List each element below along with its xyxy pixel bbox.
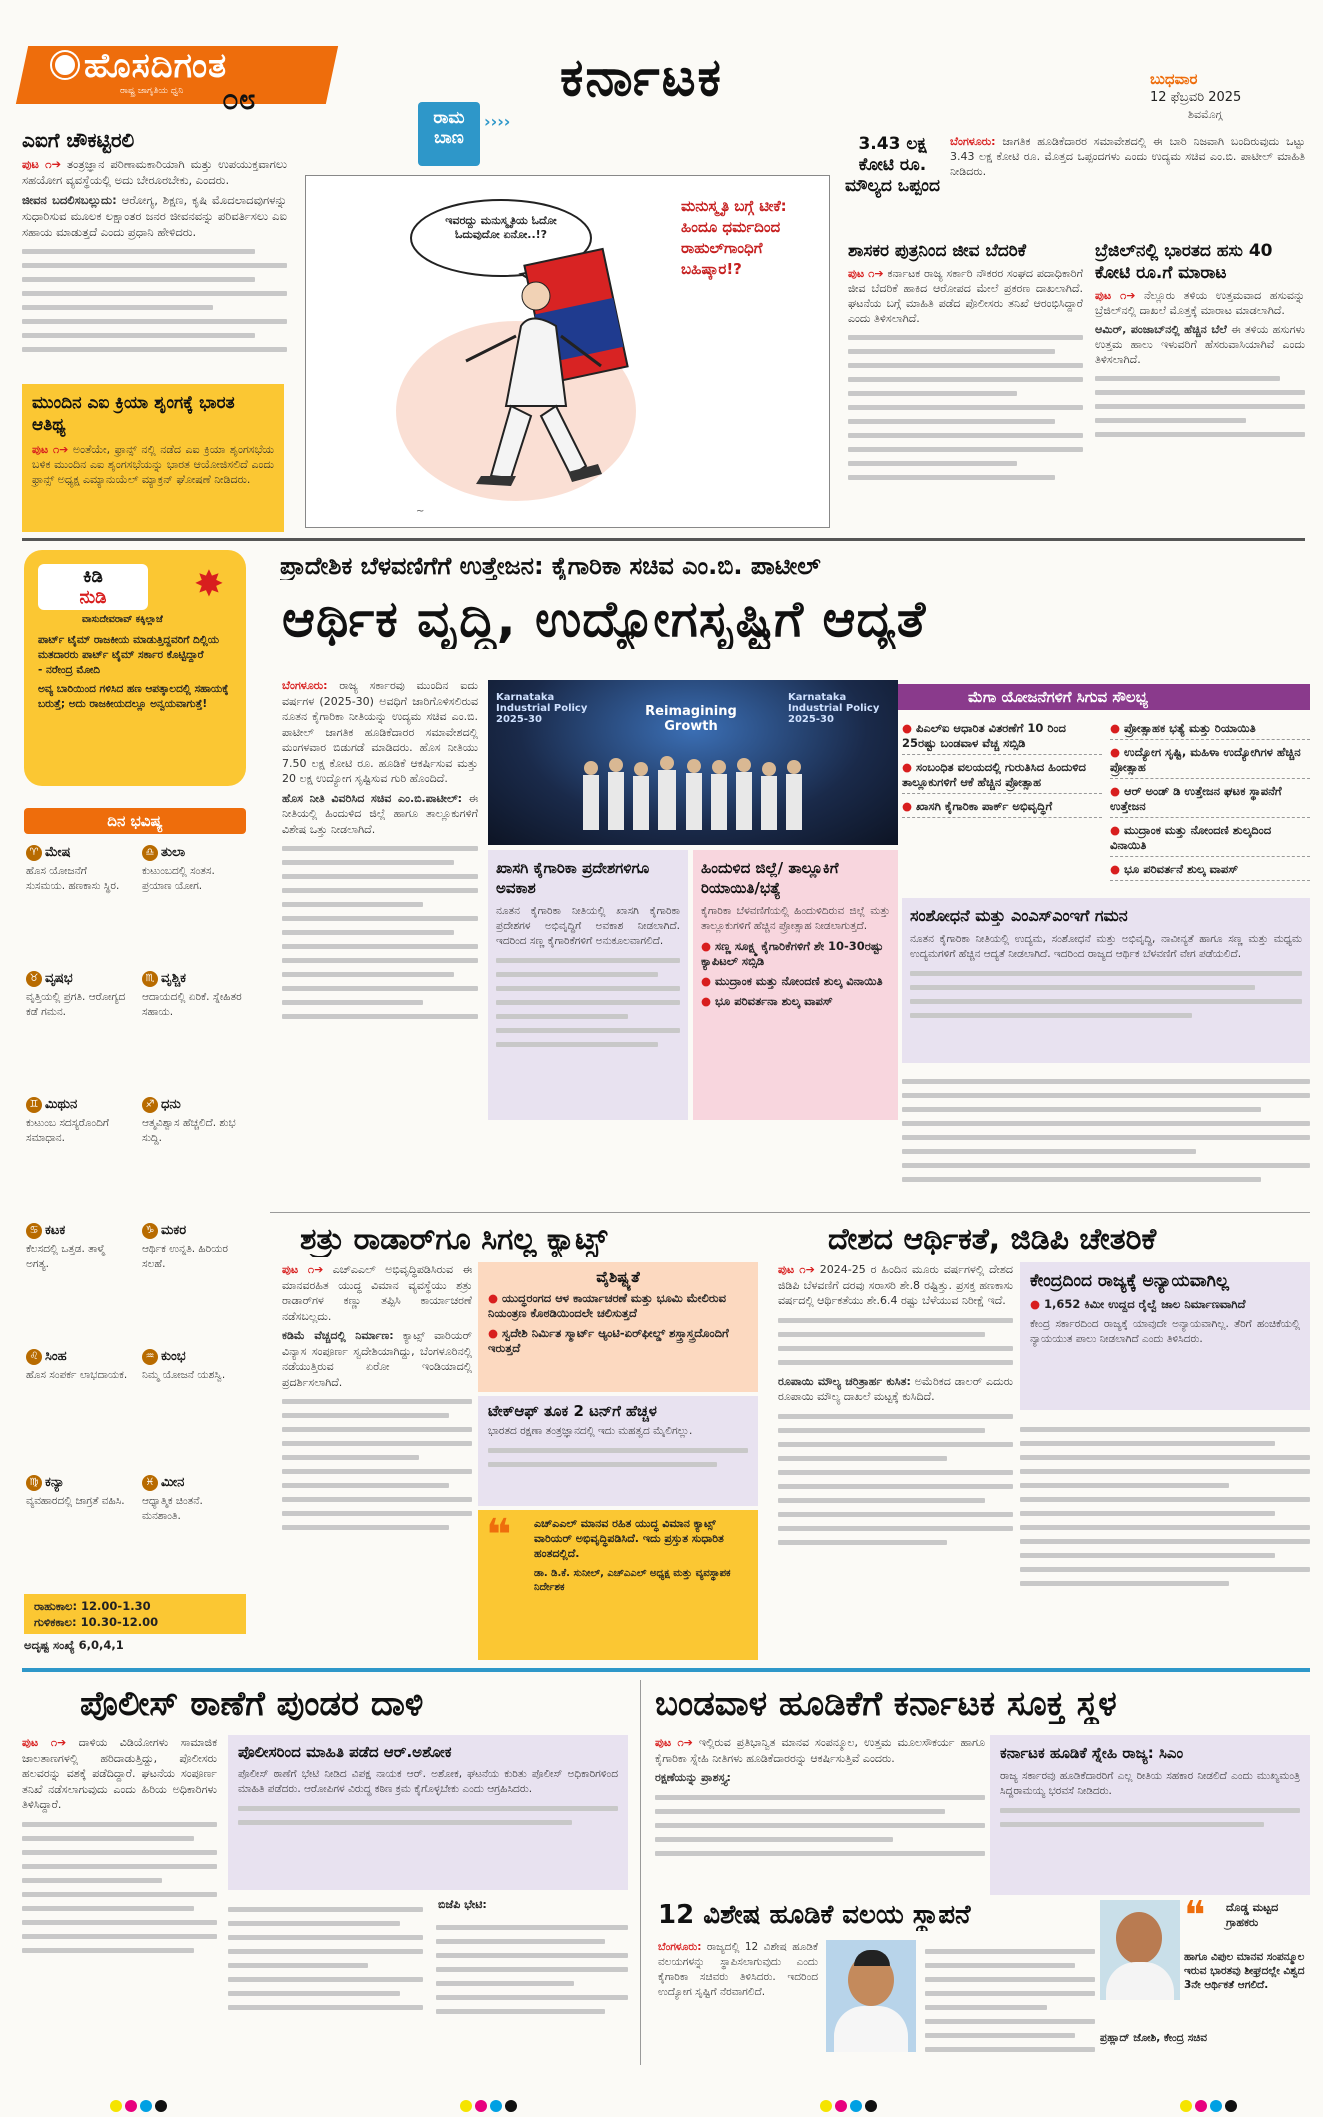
body: ಭಾರತದ ರಕ್ಷಣಾ ತಂತ್ರಜ್ಞಾನದಲ್ಲಿ ಇದು ಮಹತ್ವದ ಮೈಲಿಗಲ್ಲು. <box>488 1425 693 1437</box>
body: ರಾಜ್ಯ ಸರ್ಕಾರವು ಮುಂದಿನ ಐದು ವರ್ಷಗಳ (2025-30) ಅವಧಿಗೆ ಜಾರಿಗೊಳಿಸಲಿರುವ ನೂತನ ಕೈಗಾರಿಕಾ ನೀತಿಯನ್ನು ಉದ್ಯಮ ಸಚಿವ ಎಂ.ಬಿ. ಪಾಟೀಲ್ ಜಾಗತಿಕ ಹೂಡಿಕೆದಾರರ ಸಮಾವೇಶದಲ್ಲಿ ಮಂಗಳವಾರ ಬಿಡುಗಡೆ ಮಾಡಿದರು. ಹೊಸ ನೀತಿಯು 7.50 ಲಕ್ಷ ಕೋಟಿ ರೂ. ಹೂಡಿಕೆ ಆಕರ್ಷಿಸುವ ಮತ್ತು 20 ಲಕ್ಷ ಉದ್ಯೋಗ ಸೃಷ್ಟಿಸುವ ಗುರಿ ಹೊಂದಿದೆ. <box>282 679 478 785</box>
zones-continued <box>925 1940 1095 2065</box>
registration-marks <box>820 2097 900 2109</box>
sign-name: ವೃಶ್ಚಿಕ <box>161 971 186 986</box>
bullet: ● 1,652 ಕಿಮೀ ಉದ್ದದ ರೈಲ್ವೆ ಜಾಲ ನಿರ್ಮಾಣವಾಗಿದೆ <box>1030 1297 1300 1312</box>
arrow-band: ›››› <box>484 112 511 131</box>
sign-name: ಮಿಥುನ <box>45 1097 78 1112</box>
horoscope-sign <box>142 1346 244 1383</box>
sign-name: ಮಕರ <box>161 1223 187 1238</box>
body: ನೆಲ್ಲೂರು ತಳಿಯ ಉತ್ತಮವಾದ ಹಸುವನ್ನು ಬ್ರೆಜಿಲ್‌ನಲ್ಲಿ ದಾಖಲೆ ಮೊತ್ತಕ್ಕೆ ಮಾರಾಟ ಮಾಡಲಾಗಿದೆ. <box>1095 289 1305 317</box>
zodiac-icon: ♊ <box>26 1097 42 1113</box>
subhead: ರೂಪಾಯಿ ಮೌಲ್ಯ ಚರಿತ್ರಾರ್ಹ ಕುಸಿತ: <box>778 1374 911 1388</box>
dateline: ಪುಟ ೧➔ <box>22 1736 67 1749</box>
sign-text: ವ್ಯವಹಾರದಲ್ಲಿ ಜಾಗ್ರತೆ ವಹಿಸಿ. <box>26 1495 125 1507</box>
drone-title: ಶತ್ರು ರಾಡಾರ್‌ಗೂ ಸಿಗಲ್ಲ ಕ್ಯಾಟ್ಸ್ <box>300 1222 608 1257</box>
zodiac-icon: ♋ <box>26 1223 42 1239</box>
headline: ಪೊಲೀಸರಿಂದ ಮಾಹಿತಿ ಪಡೆದ ಆರ್.ಅಶೋಕ <box>238 1743 452 1761</box>
mega-schemes-box <box>898 684 1310 894</box>
body: ರಾಜ್ಯ ಸರ್ಕಾರವು ಹೂಡಿಕೆದಾರರಿಗೆ ಎಲ್ಲ ರೀತಿಯ ಸಹಕಾರ ನೀಡಲಿದೆ ಎಂದು ಮುಖ್ಯಮಂತ್ರಿ ಸಿದ್ದರಾಮಯ್ಯ ಭರವಸೆ ನೀಡಿದರು. <box>1000 1770 1300 1797</box>
dateline: ಪುಟ ೧➔ <box>22 157 62 171</box>
dateline: ಬೆಂಗಳೂರು: <box>950 135 996 148</box>
quote-text: ಎಚ್‌ಎಎಲ್ ಮಾನವ ರಹಿತ ಯುದ್ಧ ವಿಮಾನ ಕ್ಯಾಟ್ಸ್ ವಾರಿಯರ್ ಅಭಿವೃದ್ಧಿಪಡಿಸಿದೆ. ಇದು ಪ್ರಸ್ತುತ ಸುಧಾರಿತ ಹಂತದಲ್ಲಿದೆ. <box>534 1517 724 1560</box>
sign-text: ಕೆಲಸದಲ್ಲಿ ಒತ್ತಡ. ತಾಳ್ಮೆ ಅಗತ್ಯ. <box>26 1243 105 1270</box>
dateline: ಬೆಂಗಳೂರು: <box>282 679 328 692</box>
logo: ಹೊಸದಿಗಂತ <box>84 46 228 86</box>
tag-top: ರಾಮ <box>433 108 465 128</box>
body: ಕೇಂದ್ರ ಸರ್ಕಾರದಿಂದ ರಾಜ್ಯಕ್ಕೆ ಯಾವುದೇ ಅನ್ಯಾಯವಾಗಿಲ್ಲ. ತೆರಿಗೆ ಹಂಚಿಕೆಯಲ್ಲಿ ನ್ಯಾಯಯುತ ಪಾಲು ನೀಡಲಾಗಿದೆ ಎಂದು ತಿಳಿಸಿದರು. <box>1030 1318 1300 1345</box>
body: 2024-25 ರ ಹಿಂದಿನ ಮೂರು ವರ್ಷಗಳಲ್ಲಿ ದೇಶದ ಜಿಡಿಪಿ ಬೆಳವಣಿಗೆ ದರವು ಸರಾಸರಿ ಶೇ.8 ರಷ್ಟಿತ್ತು. ಪ್ರಸಕ್ತ ಹಣಕಾಸು ವರ್ಷದಲ್ಲಿ ಆರ್ಥಿಕತೆಯು ಶೇ.6.4 ರಷ್ಟು ಬೆಳೆಯುವ ನಿರೀಕ್ಷೆ ಇದೆ. <box>778 1263 1013 1307</box>
subhead: ಬಿಜೆಪಿ ಭೇಟಿ: <box>438 1898 487 1911</box>
zodiac-icon: ♏ <box>142 971 158 987</box>
sign-name: ಮೇಷ <box>45 845 71 860</box>
sign-text: ಹೊಸ ಯೋಜನೆಗೆ ಸುಸಮಯ. ಹಣಕಾಸು ಸ್ಥಿರ. <box>26 865 120 892</box>
horoscope-sign <box>26 1220 128 1272</box>
horoscope-title: ದಿನ ಭವಿಷ್ಯ <box>24 808 246 834</box>
body: ಅಂತೆಯೇ, ಫ್ರಾನ್ಸ್ ನಲ್ಲಿ ನಡೆದ ಎಐ ಕ್ರಿಯಾ ಶೃಂಗಸಭೆಯ ಬಳಿಕ ಮುಂದಿನ ಎಐ ಶೃಂಗಸಭೆಯನ್ನು ಭಾರತ ಆಯೋಜಿಸಲಿದೆ ಎಂದು ಫ್ರಾನ್ಸ್ ಅಧ್ಯಕ್ಷ ಎಮ್ಯಾನುಯೆಲ್ ಮ್ಯಾಕ್ರನ್ ಘೋಷಣೆ ನೀಡಿದರು. <box>32 443 274 486</box>
headline: ಕರ್ನಾಟಕ ಹೂಡಿಕೆ ಸ್ನೇಹಿ ರಾಜ್ಯ: ಸಿಎಂ <box>1000 1744 1184 1762</box>
mega-item: ● ಮುದ್ರಾಂಕ ಮತ್ತು ನೋಂದಣಿ ಶುಲ್ಕದಿಂದ ವಿನಾಯಿತಿ <box>1110 823 1310 857</box>
zodiac-icon: ♈ <box>26 845 42 861</box>
horoscope-sign <box>26 1094 128 1146</box>
kidi-nudi-box <box>24 550 246 786</box>
police-body <box>22 1735 217 2065</box>
sign-name: ಧನು <box>161 1097 181 1112</box>
feature: ● ಯುದ್ಧರಂಗದ ಆಳ ಕಾರ್ಯಾಚರಣೆ ಮತ್ತು ಭೂಮಿ ಮೇಲಿರುವ ನಿಯಂತ್ರಣ ಕೊಠಡಿಯಿಂದಲೇ ಚಲಿಸುತ್ತದೆ <box>488 1291 748 1321</box>
center-continued <box>1020 1418 1310 1663</box>
mega-left-list <box>902 716 1102 823</box>
drone-features-box <box>478 1262 758 1392</box>
gdp-body <box>778 1262 1013 1662</box>
research-box <box>902 898 1310 1063</box>
subhead: ಹೊಸ ನೀತಿ ವಿವರಿಸಿದ ಸಚಿವ ಎಂ.ಬಿ.ಪಾಟೀಲ್: <box>282 791 463 805</box>
horoscope-sign <box>142 968 244 1020</box>
drone-body <box>282 1262 472 1662</box>
subhead: ರಕ್ಷಣೆಯನ್ನು ಪ್ರಾಶಸ್ತ್ಯ: <box>655 1771 731 1784</box>
headline: ಮುಂದಿನ ಎಐ ಕ್ರಿಯಾ ಶೃಂಗಕ್ಕೆ ಭಾರತ ಆತಿಥ್ಯ <box>32 393 235 435</box>
bullet: ● ಭೂ ಪರಿವರ್ತನಾ ಶುಲ್ಕ ವಾಪಸ್ <box>701 994 890 1009</box>
horoscope-sign <box>26 1346 128 1383</box>
zodiac-icon: ♑ <box>142 1223 158 1239</box>
headline: ಕೇಂದ್ರದಿಂದ ರಾಜ್ಯಕ್ಕೆ ಅನ್ಯಾಯವಾಗಿಲ್ಲ <box>1030 1271 1229 1291</box>
sign-name: ವೃಷಭ <box>45 971 73 986</box>
subhead: ಕಡಿಮೆ ವೆಚ್ಚದಲ್ಲಿ ನಿರ್ಮಾಣ: <box>282 1329 394 1342</box>
sign-name: ಕುಂಭ <box>161 1349 186 1364</box>
horoscope-sign <box>26 1472 128 1509</box>
body: ನೂತನ ಕೈಗಾರಿಕಾ ನೀತಿಯಲ್ಲಿ ಉದ್ಯಮ, ಸಂಶೋಧನೆ ಮತ್ತು ಅಭಿವೃದ್ಧಿ, ನಾವೀನ್ಯತೆ ಹಾಗೂ ಸಣ್ಣ ಮತ್ತು ಮಧ್ಯಮ ಉದ್ಯಮಗಳಿಗೆ ಹೆಚ್ಚಿನ ಆದ್ಯತೆ ನೀಡಲಾಗಿದೆ. ಇದರಿಂದ ರಾಜ್ಯದ ಆರ್ಥಿಕ ಬೆಳವಣಿಗೆ ವೇಗ ಪಡೆಯಲಿದೆ. <box>910 933 1302 960</box>
sign-text: ಹೊಸ ಸಂಪರ್ಕ ಲಾಭದಾಯಕ. <box>26 1369 128 1381</box>
headline: ಶಾಸಕರ ಪುತ್ರನಿಂದ ಜೀವ ಬೆದರಿಕೆ <box>848 241 1027 261</box>
horoscope-sign <box>26 968 128 1020</box>
body: ಪೊಲೀಸ್ ಠಾಣೆಗೆ ಭೇಟಿ ನೀಡಿದ ವಿಪಕ್ಷ ನಾಯಕ ಆರ್. ಅಶೋಕ, ಘಟನೆಯ ಕುರಿತು ಪೊಲೀಸ್ ಅಧಿಕಾರಿಗಳಿಂದ ಮಾಹಿತಿ ಪಡೆದರು. ಆರೋಪಿಗಳ ವಿರುದ್ಧ ಕಠಿಣ ಕ್ರಮ ಕೈಗೊಳ್ಳಬೇಕು ಎಂದು ಆಗ್ರಹಿಸಿದರು. <box>238 1768 618 1795</box>
masthead <box>0 0 1323 125</box>
ai-summit-box <box>22 384 284 532</box>
body: ಈ ತಳಿಯ ಹಸುಗಳು ಉತ್ತಮ ಹಾಲು ಇಳುವರಿಗೆ ಹೆಸರುವಾಸಿಯಾಗಿವೆ ಎಂದು ತಿಳಿಸಲಾಗಿದೆ. <box>1095 323 1305 366</box>
lead-headline: ಆರ್ಥಿಕ ವೃದ್ಧಿ, ಉದ್ಯೋಗಸೃಷ್ಟಿಗೆ ಆದ್ಯತೆ <box>282 590 927 648</box>
sign-text: ಆದಾಯದಲ್ಲಿ ಏರಿಕೆ. ಸ್ನೇಹಿತರ ಸಹಾಯ. <box>142 991 242 1018</box>
body: ನೂತನ ಕೈಗಾರಿಕಾ ನೀತಿಯಲ್ಲಿ ಖಾಸಗಿ ಕೈಗಾರಿಕಾ ಪ್ರದೇಶಗಳ ಅಭಿವೃದ್ಧಿಗೆ ಅವಕಾಶ ನೀಡಲಾಗಿದೆ. ಇದರಿಂದ ಸಣ್ಣ ಕೈಗಾರಿಕೆಗಳಿಗೆ ಅನುಕೂಲವಾಗಲಿದೆ. <box>496 905 680 947</box>
banner-left: Karnataka Industrial Policy 2025-30 <box>496 692 588 725</box>
date-day: ಬುಧವಾರ <box>1150 70 1198 88</box>
headline: ಹಿಂದುಳಿದ ಜಿಲ್ಲೆ/ ತಾಲ್ಲೂಕಿಗೆ ರಿಯಾಯಿತಿ/ಭತ್ಯೆ <box>701 859 839 897</box>
bullet: ● ಮುದ್ರಾಂಕ ಮತ್ತು ನೋಂದಣಿ ಶುಲ್ಕ ವಿನಾಯಿತಿ <box>701 974 890 989</box>
quote-1-by: - ನರೇಂದ್ರ ಮೋದಿ <box>38 664 101 676</box>
crore-story <box>845 134 1305 229</box>
mega-item: ● ಆರ್ ಅಂಡ್ ಡಿ ಉತ್ತೇಜನ ಘಟಕ ಸ್ಥಾಪನೆಗೆ ಉತ್ತೇಜನ <box>1110 784 1310 818</box>
body: ಇಲ್ಲಿರುವ ಪ್ರತಿಭಾನ್ವಿತ ಮಾನವ ಸಂಪನ್ಮೂಲ, ಉತ್ತಮ ಮೂಲಸೌಕರ್ಯ ಹಾಗೂ ಕೈಗಾರಿಕಾ ಸ್ನೇಹಿ ನೀತಿಗಳು ಹೂಡಿಕೆದಾರರನ್ನು ಆಕರ್ಷಿಸುತ್ತಿವೆ ಎಂದರು. <box>655 1736 985 1765</box>
mega-item: ● ಉದ್ಯೋಗ ಸೃಷ್ಟಿ, ಮಹಿಳಾ ಉದ್ಯೋಗಿಗಳ ಹೆಚ್ಚಿನ ಪ್ರೋತ್ಸಾಹ <box>1110 745 1310 779</box>
zodiac-icon: ♎ <box>142 845 158 861</box>
body: ಈ ನೀತಿಯಲ್ಲಿ ಹಿಂದುಳಿದ ಜಿಲ್ಲೆ ಹಾಗೂ ತಾಲ್ಲೂಕುಗಳಿಗೆ ವಿಶೇಷ ಒತ್ತು ನೀಡಲಾಗಿದೆ. <box>282 791 478 836</box>
lead-body <box>282 678 478 1208</box>
body: ದಾಳಿಯ ವಿಡಿಯೋಗಳು ಸಾಮಾಜಿಕ ಜಾಲತಾಣಗಳಲ್ಲಿ ಹರಿದಾಡುತ್ತಿದ್ದು, ಪೊಲೀಸರು ಹಲವರನ್ನು ವಶಕ್ಕೆ ಪಡೆದಿದ್ದಾರೆ. ಘಟನೆಯ ಸಂಪೂರ್ಣ ತನಿಖೆ ನಡೆಸಲಾಗುವುದು ಎಂದು ಹಿರಿಯ ಅಧಿಕಾರಿಗಳು ತಿಳಿಸಿದ್ದಾರೆ. <box>22 1736 217 1811</box>
lead-kicker: ಪ್ರಾದೇಶಿಕ ಬೆಳವಣಿಗೆಗೆ ಉತ್ತೇಜನ: ಕೈಗಾರಿಕಾ ಸಚಿವ ಎಂ.ಬಿ. ಪಾಟೀಲ್ <box>280 552 821 580</box>
rama-bana-tag <box>418 102 480 166</box>
brazil-story <box>1095 240 1305 525</box>
body: ಕೈಗಾರಿಕಾ ಬೆಳವಣಿಗೆಯಲ್ಲಿ ಹಿಂದುಳಿದಿರುವ ಜಿಲ್ಲೆ ಮತ್ತು ತಾಲ್ಲೂಕುಗಳಿಗೆ ಹೆಚ್ಚಿನ ಪ್ರೋತ್ಸಾಹ ನೀಡಲಾಗುತ್ತದೆ. <box>701 905 890 932</box>
body: ಎಚ್‌ಎಎಲ್ ಅಭಿವೃದ್ಧಿಪಡಿಸಿರುವ ಈ ಮಾನವರಹಿತ ಯುದ್ಧ ವಿಮಾನ ವ್ಯವಸ್ಥೆಯು ಶತ್ರು ರಾಡಾರ್‌ಗಳ ಕಣ್ಣು ತಪ್ಪಿಸಿ ಕಾರ್ಯಾಚರಣೆ ನಡೆಸಬಲ್ಲದು. <box>282 1263 472 1323</box>
logo-tagline: ರಾಷ್ಟ್ರ ಜಾಗೃತಿಯ ಧ್ವನಿ <box>120 86 184 96</box>
joshi-quote-box <box>1100 1900 1310 2065</box>
dateline: ಪುಟ ೧➔ <box>778 1263 815 1276</box>
headline: ಎಐಗೆ ಚೌಕಟ್ಟಿರಲಿ <box>22 128 135 152</box>
body: ಕರ್ನಾಟಕ ರಾಜ್ಯ ಸರ್ಕಾರಿ ನೌಕರರ ಸಂಘದ ಪದಾಧಿಕಾರಿಗೆ ಜೀವ ಬೆದರಿಕೆ ಹಾಕಿದ ಆರೋಪದ ಮೇಲೆ ಪ್ರಕರಣ ದಾಖಲಾಗಿದೆ. ಘಟನೆಯ ಬಗ್ಗೆ ಮಾಹಿತಿ ಪಡೆದ ಪೊಲೀಸರು ತನಿಖೆ ಆರಂಭಿಸಿದ್ದಾರೆ ಎಂದು ತಿಳಿಸಲಾಗಿದೆ. <box>848 267 1083 325</box>
horoscope-sign <box>142 1094 244 1146</box>
headline: ಖಾಸಗಿ ಕೈಗಾರಿಕಾ ಪ್ರದೇಶಗಳಿಗೂ ಅವಕಾಶ <box>496 859 650 897</box>
banner-center: Reimagining Growth <box>645 704 737 734</box>
lead-continued <box>902 1070 1310 1210</box>
mega-item: ● ಪ್ರೋತ್ಸಾಹಕ ಭತ್ಯೆ ಮತ್ತು ರಿಯಾಯಿತಿ <box>1110 721 1310 740</box>
signs-grid <box>24 834 246 1594</box>
tag-bottom: ಬಾಣ <box>434 128 464 148</box>
subhead: ಆಮಿರ್, ಪಂಜಾಬ್‌ನಲ್ಲಿ ಹೆಚ್ಚಿನ ಬೆಲೆ <box>1095 323 1227 336</box>
registration-marks <box>460 2097 540 2109</box>
mega-item: ● ಸಂಬಂಧಿತ ವಲಯದಲ್ಲಿ ಗುರುತಿಸಿದ ಹಿಂದುಳಿದ ತಾಲ್ಲೂಕುಗಳಿಗೆ ಆಕೆ ಹೆಚ್ಚಿನ ಪ್ರೋತ್ಸಾಹ <box>902 760 1102 794</box>
invest-body <box>655 1735 985 1895</box>
invest-cm-box <box>990 1735 1310 1895</box>
body: ಆರೋಗ್ಯ, ಶಿಕ್ಷಣ, ಕೃಷಿ ಮೊದಲಾದವುಗಳನ್ನು ಸುಧಾರಿಸುವ ಮೂಲಕ ಲಕ್ಷಾಂತರ ಜನರ ಜೀವನವನ್ನು ಪರಿವರ್ತಿಸಲು ಎಐ ಸಹಾಯ ಮಾಡುತ್ತದೆ ಎಂದು ಪ್ರಧಾನಿ ಹೇಳಿದರು. <box>22 193 287 239</box>
bullet: ● ಸಣ್ಣ ಸೂಕ್ಷ್ಮ ಕೈಗಾರಿಕೆಗಳಿಗೆ ಶೇ 10-30ರಷ್ಟು ಕ್ಯಾಪಿಟಲ್ ಸಬ್ಸಿಡಿ <box>701 939 890 969</box>
quote-attribution: ಡಾ. ಡಿ.ಕೆ. ಸುನೀಲ್, ಎಚ್‌ಎಎಲ್ ಅಧ್ಯಕ್ಷ ಮತ್ತು ವ್ಯವಸ್ಥಾಪಕ ನಿರ್ದೇಶಕ <box>534 1568 731 1593</box>
lucky-numbers: ಅದೃಷ್ಟ ಸಂಖ್ಯೆ 6,0,4,1 <box>24 1638 124 1652</box>
body: ಕ್ಯಾಟ್ಸ್ ವಾರಿಯರ್ ವಿನ್ಯಾಸ ಸಂಪೂರ್ಣ ಸ್ವದೇಶಿಯಾಗಿದ್ದು, ಬೆಂಗಳೂರಿನಲ್ಲಿ ನಡೆಯುತ್ತಿರುವ ಏರೋ ಇಂಡಿಯಾದಲ್ಲಿ ಪ್ರದರ್ಶಿಸಲಾಗಿದೆ. <box>282 1329 472 1389</box>
logo-icon <box>52 52 78 78</box>
cartoon-bubble: ಇವರದ್ದು ಮನುಸ್ಮೃತಿಯ ಓದೋ ಓದುವುದೋ ಏನೋ..!? <box>445 214 557 241</box>
quote-head: ದೊಡ್ಡ ಮಟ್ಟದ ಗ್ರಾಹಕರು <box>1226 1901 1279 1929</box>
quote-1: ಪಾರ್ಟ್ ಟೈಮ್ ರಾಜಕೀಯ ಮಾಡುತ್ತಿದ್ದವರಿಗೆ ದಿಲ್ಲಿಯ ಮತದಾರರು ಪಾರ್ಟ್ ಟೈಮ್ ಸರ್ಕಾರ ಕೊಟ್ಟಿದ್ದಾರೆ <box>38 634 219 661</box>
horoscope-sign <box>142 842 244 894</box>
dateline: ಬೆಂಗಳೂರು: <box>658 1941 702 1953</box>
body: ತಂತ್ರಜ್ಞಾನ ಪರಿಣಾಮಕಾರಿಯಾಗಿ ಮತ್ತು ಉಪಯುಕ್ತವಾಗಲು ಸಹಯೋಗ ವ್ಯವಸ್ಥೆಯಲ್ಲಿ ಅದು ಬೇರೂರಬೇಕು, ಎಂದರು. <box>22 157 287 187</box>
police-box <box>228 1735 628 1890</box>
zones-title: 12 ವಿಶೇಷ ಹೂಡಿಕೆ ವಲಯ ಸ್ಥಾಪನೆ <box>658 1900 971 1930</box>
body: ರಾಜ್ಯದಲ್ಲಿ 12 ವಿಶೇಷ ಹೂಡಿಕೆ ವಲಯಗಳನ್ನು ಸ್ಥಾಪಿಸಲಾಗುವುದು ಎಂದು ಕೈಗಾರಿಕಾ ಸಚಿವರು ತಿಳಿಸಿದರು. ಇದರಿಂದ ಉದ್ಯೋಗ ಸೃಷ್ಟಿಗೆ ನೆರವಾಗಲಿದೆ. <box>658 1941 818 1998</box>
sign-text: ಕುಟುಂಬ ಸದಸ್ಯರೊಂದಿಗೆ ಸಮಾಧಾನ. <box>26 1117 109 1144</box>
dateline: ಪುಟ ೧➔ <box>32 443 69 456</box>
gulika-kala: ಗುಳಿಕಕಾಲ: 10.30-12.00 <box>34 1615 159 1629</box>
ai-story <box>22 128 287 378</box>
svg-text:~: ~ <box>416 506 425 517</box>
zodiac-icon: ♍ <box>26 1475 42 1491</box>
lead-photo <box>488 680 898 845</box>
dateline: ಪುಟ ೧➔ <box>282 1263 324 1276</box>
headline: ಬ್ರೆಜಿಲ್‌ನಲ್ಲಿ ಭಾರತದ ಹಸು 40 ಕೋಟಿ ರೂ.ಗೆ ಮಾರಾಟ <box>1095 241 1273 283</box>
horoscope-sign <box>26 842 128 894</box>
dateline: ಪುಟ ೧➔ <box>848 267 884 280</box>
private-zone-box <box>488 850 688 1120</box>
sign-text: ನಿಮ್ಮ ಯೋಜನೆ ಯಶಸ್ವಿ. <box>142 1369 226 1381</box>
edition-city: ಶಿವಮೊಗ್ಗ <box>1188 108 1223 121</box>
cartoon-caption: ಮನುಸ್ಮೃತಿ ಬಗ್ಗೆ ಟೀಕೆ: ಹಿಂದೂ ಧರ್ಮದಿಂದ ರಾಹುಲ್‌ಗಾಂಧಿಗೆ ಬಹಿಷ್ಕಾರ!? <box>681 197 787 278</box>
police-title: ಪೊಲೀಸ್ ಠಾಣೆಗೆ ಪುಂಡರ ದಾಳಿ <box>80 1684 424 1724</box>
horoscope-sign <box>142 1472 244 1524</box>
section-title: ಕರ್ನಾಟಕ <box>560 48 723 108</box>
body: ಜಾಗತಿಕ ಹೂಡಿಕೆದಾರರ ಸಮಾವೇಶದಲ್ಲಿ ಈ ಬಾರಿ ನಿಜವಾಗಿ ಬಂದಿರುವುದು ಒಟ್ಟು 3.43 ಲಕ್ಷ ಕೋಟಿ ರೂ. ಮೊತ್ತದ ಒಪ್ಪಂದಗಳು ಎಂದು ಉದ್ಯಮ ಸಚಿವ ಎಂ.ಬಿ. ಪಾಟೀಲ್ ಮಾಹಿತಿ ನೀಡಿದರು. <box>950 135 1305 178</box>
sign-name: ಮೀನ <box>161 1475 185 1490</box>
sign-text: ಆಧ್ಯಾತ್ಮಿಕ ಚಿಂತನೆ. ಮನಶಾಂತಿ. <box>142 1495 203 1522</box>
subhead: ಜೀವನ ಬದಲಿಸಬಲ್ಲುದು: <box>22 193 117 207</box>
quote-text: ಹಾಗೂ ವಿಪುಲ ಮಾನವ ಸಂಪನ್ಮೂಲ ಇರುವ ಭಾರತವು ಶೀಘ್ರದಲ್ಲೇ ವಿಶ್ವದ 3ನೇ ಆರ್ಥಿಕತೆ ಆಗಲಿದೆ. <box>1184 1951 1305 1991</box>
zodiac-icon: ♓ <box>142 1475 158 1491</box>
zodiac-icon: ♌ <box>26 1349 42 1365</box>
spark-icon: ✸ <box>193 564 224 605</box>
horoscope-sign <box>142 1220 244 1272</box>
mega-right-list <box>1110 716 1310 886</box>
cartoon-area <box>305 175 830 528</box>
sign-text: ಆತ್ಮವಿಶ್ವಾಸ ಹೆಚ್ಚಲಿದೆ. ಶುಭ ಸುದ್ದಿ. <box>142 1117 236 1144</box>
headline: ಸಂಶೋಧನೆ ಮತ್ತು ಎಂಎಸ್‌ಎಂಇಗೆ ಗಮನ <box>910 906 1128 925</box>
nudi-title: ನುಡಿ <box>79 587 107 608</box>
registration-marks <box>110 2097 190 2109</box>
mega-item: ● ಖಾಸಗಿ ಕೈಗಾರಿಕಾ ಪಾರ್ಕ್ ಅಭಿವೃದ್ಧಿಗೆ <box>902 799 1102 818</box>
quote-2: ಅವ್ಯ ಬಾರಿಯಿಂದ ಗಳಿಸಿದ ಹಣ ಆಪತ್ಕಾಲದಲ್ಲಿ ಸಹಾಯಕ್ಕೆ ಬರುತ್ತೆ; ಅದು ರಾಜಕೀಯದಲ್ಲೂ ಅನ್ವಯವಾಗುತ್ತೆ! <box>38 683 229 710</box>
registration-marks <box>1180 2097 1260 2109</box>
mega-item: ● ಪಿಎಲ್‌ಐ ಆಧಾರಿತ ವಿತರಣೆಗೆ 10 ರಿಂದ 25ರಷ್ಟು ಬಂಡವಾಳ ವೆಚ್ಚ ಸಬ್ಸಿಡಿ <box>902 721 1102 755</box>
zones-body <box>658 1940 818 2065</box>
zodiac-icon: ♐ <box>142 1097 158 1113</box>
quote-attribution: ಪ್ರಹ್ಲಾದ್ ಜೋಶಿ, ಕೇಂದ್ರ ಸಚಿವ <box>1100 2032 1207 2044</box>
minister-photo <box>826 1940 916 2052</box>
center-box <box>1020 1262 1310 1410</box>
mega-title: ಮೆಗಾ ಯೋಜನೆಗಳಿಗೆ ಸಿಗುವ ಸೌಲಭ್ಯ <box>898 684 1310 710</box>
zodiac-icon: ♒ <box>142 1349 158 1365</box>
sign-text: ವೃತ್ತಿಯಲ್ಲಿ ಪ್ರಗತಿ. ಆರೋಗ್ಯದ ಕಡೆ ಗಮನ. <box>26 991 126 1018</box>
page-number: ೦೮ <box>222 82 256 117</box>
takeoff-box <box>478 1396 758 1506</box>
sign-name: ಕಟಕ <box>45 1223 66 1238</box>
headline: 3.43 ಲಕ್ಷ ಕೋಟಿ ರೂ. ಮೌಲ್ಯದ ಒಪ್ಪಂದ <box>845 134 940 196</box>
joshi-photo <box>1100 1900 1180 2000</box>
mega-item: ● ಭೂ ಪರಿವರ್ತನೆ ಶುಲ್ಕ ವಾಪಸ್ <box>1110 862 1310 881</box>
gdp-title: ದೇಶದ ಆರ್ಥಿಕತೆ, ಜಿಡಿಪಿ ಚೇತರಿಕೆ <box>828 1222 1157 1257</box>
sign-text: ಕುಟುಂಬದಲ್ಲಿ ಸಂತಸ. ಪ್ರಯಾಣ ಯೋಗ. <box>142 865 215 892</box>
sign-name: ಸಿಂಹ <box>45 1349 67 1364</box>
headline: ಟೇಕ್‌ಆಫ್ ತೂಕ 2 ಟನ್‌ಗೆ ಹೆಚ್ಚಳ <box>488 1402 657 1420</box>
quote-icon: ❝ <box>486 1510 512 1561</box>
feature: ● ಸ್ವದೇಶಿ ನಿರ್ಮಿತ ಸ್ಮಾರ್ಟ್ ಆ್ಯಂಟಿ-ಏರ್‌ಫೀಲ್ಡ್ ಶಸ್ತ್ರಾಸ್ತ್ರದೊಂದಿಗೆ ಇರುತ್ತದೆ <box>488 1326 748 1356</box>
banner-right: Karnataka Industrial Policy 2025-30 <box>788 692 880 725</box>
body: ಅಮೆರಿಕದ ಡಾಲರ್ ಎದುರು ರೂಪಾಯಿ ಮೌಲ್ಯ ದಾಖಲೆ ಮಟ್ಟಕ್ಕೆ ಕುಸಿದಿದೆ. <box>778 1374 1013 1403</box>
mla-story <box>848 240 1083 525</box>
author: ವಾಸುದೇವರಾವ್ ಕಕ್ಕಿಲ್ಲಾಜೆ <box>82 614 163 625</box>
invest-title: ಬಂಡವಾಳ ಹೂಡಿಕೆಗೆ ಕರ್ನಾಟಕ ಸೂಕ್ತ ಸ್ಥಳ <box>655 1684 1117 1724</box>
dateline: ಪುಟ ೧➔ <box>655 1736 693 1749</box>
sign-name: ಕನ್ಯಾ <box>45 1475 65 1490</box>
kidi-title: ಕಿಡಿ <box>83 566 103 587</box>
dateline: ಪುಟ ೧➔ <box>1095 289 1136 302</box>
features-title: ವೈಶಿಷ್ಟ್ಯತೆ <box>596 1268 640 1286</box>
drone-quote-box <box>478 1510 758 1660</box>
backward-box <box>693 850 898 1120</box>
police-continued <box>228 1898 628 2063</box>
sign-text: ಆರ್ಥಿಕ ಉನ್ನತಿ. ಹಿರಿಯರ ಸಲಹೆ. <box>142 1243 228 1270</box>
people-silhouettes <box>488 680 898 845</box>
rahu-kala: ರಾಹುಕಾಲ: 12.00-1.30 <box>34 1599 151 1613</box>
horoscope-panel <box>24 808 246 1696</box>
quote-icon: ❝ <box>1184 1900 1206 1939</box>
sign-name: ತುಲಾ <box>161 845 186 860</box>
zodiac-icon: ♉ <box>26 971 42 987</box>
date-text: 12 ಫೆಬ್ರವರಿ 2025 <box>1150 90 1242 105</box>
